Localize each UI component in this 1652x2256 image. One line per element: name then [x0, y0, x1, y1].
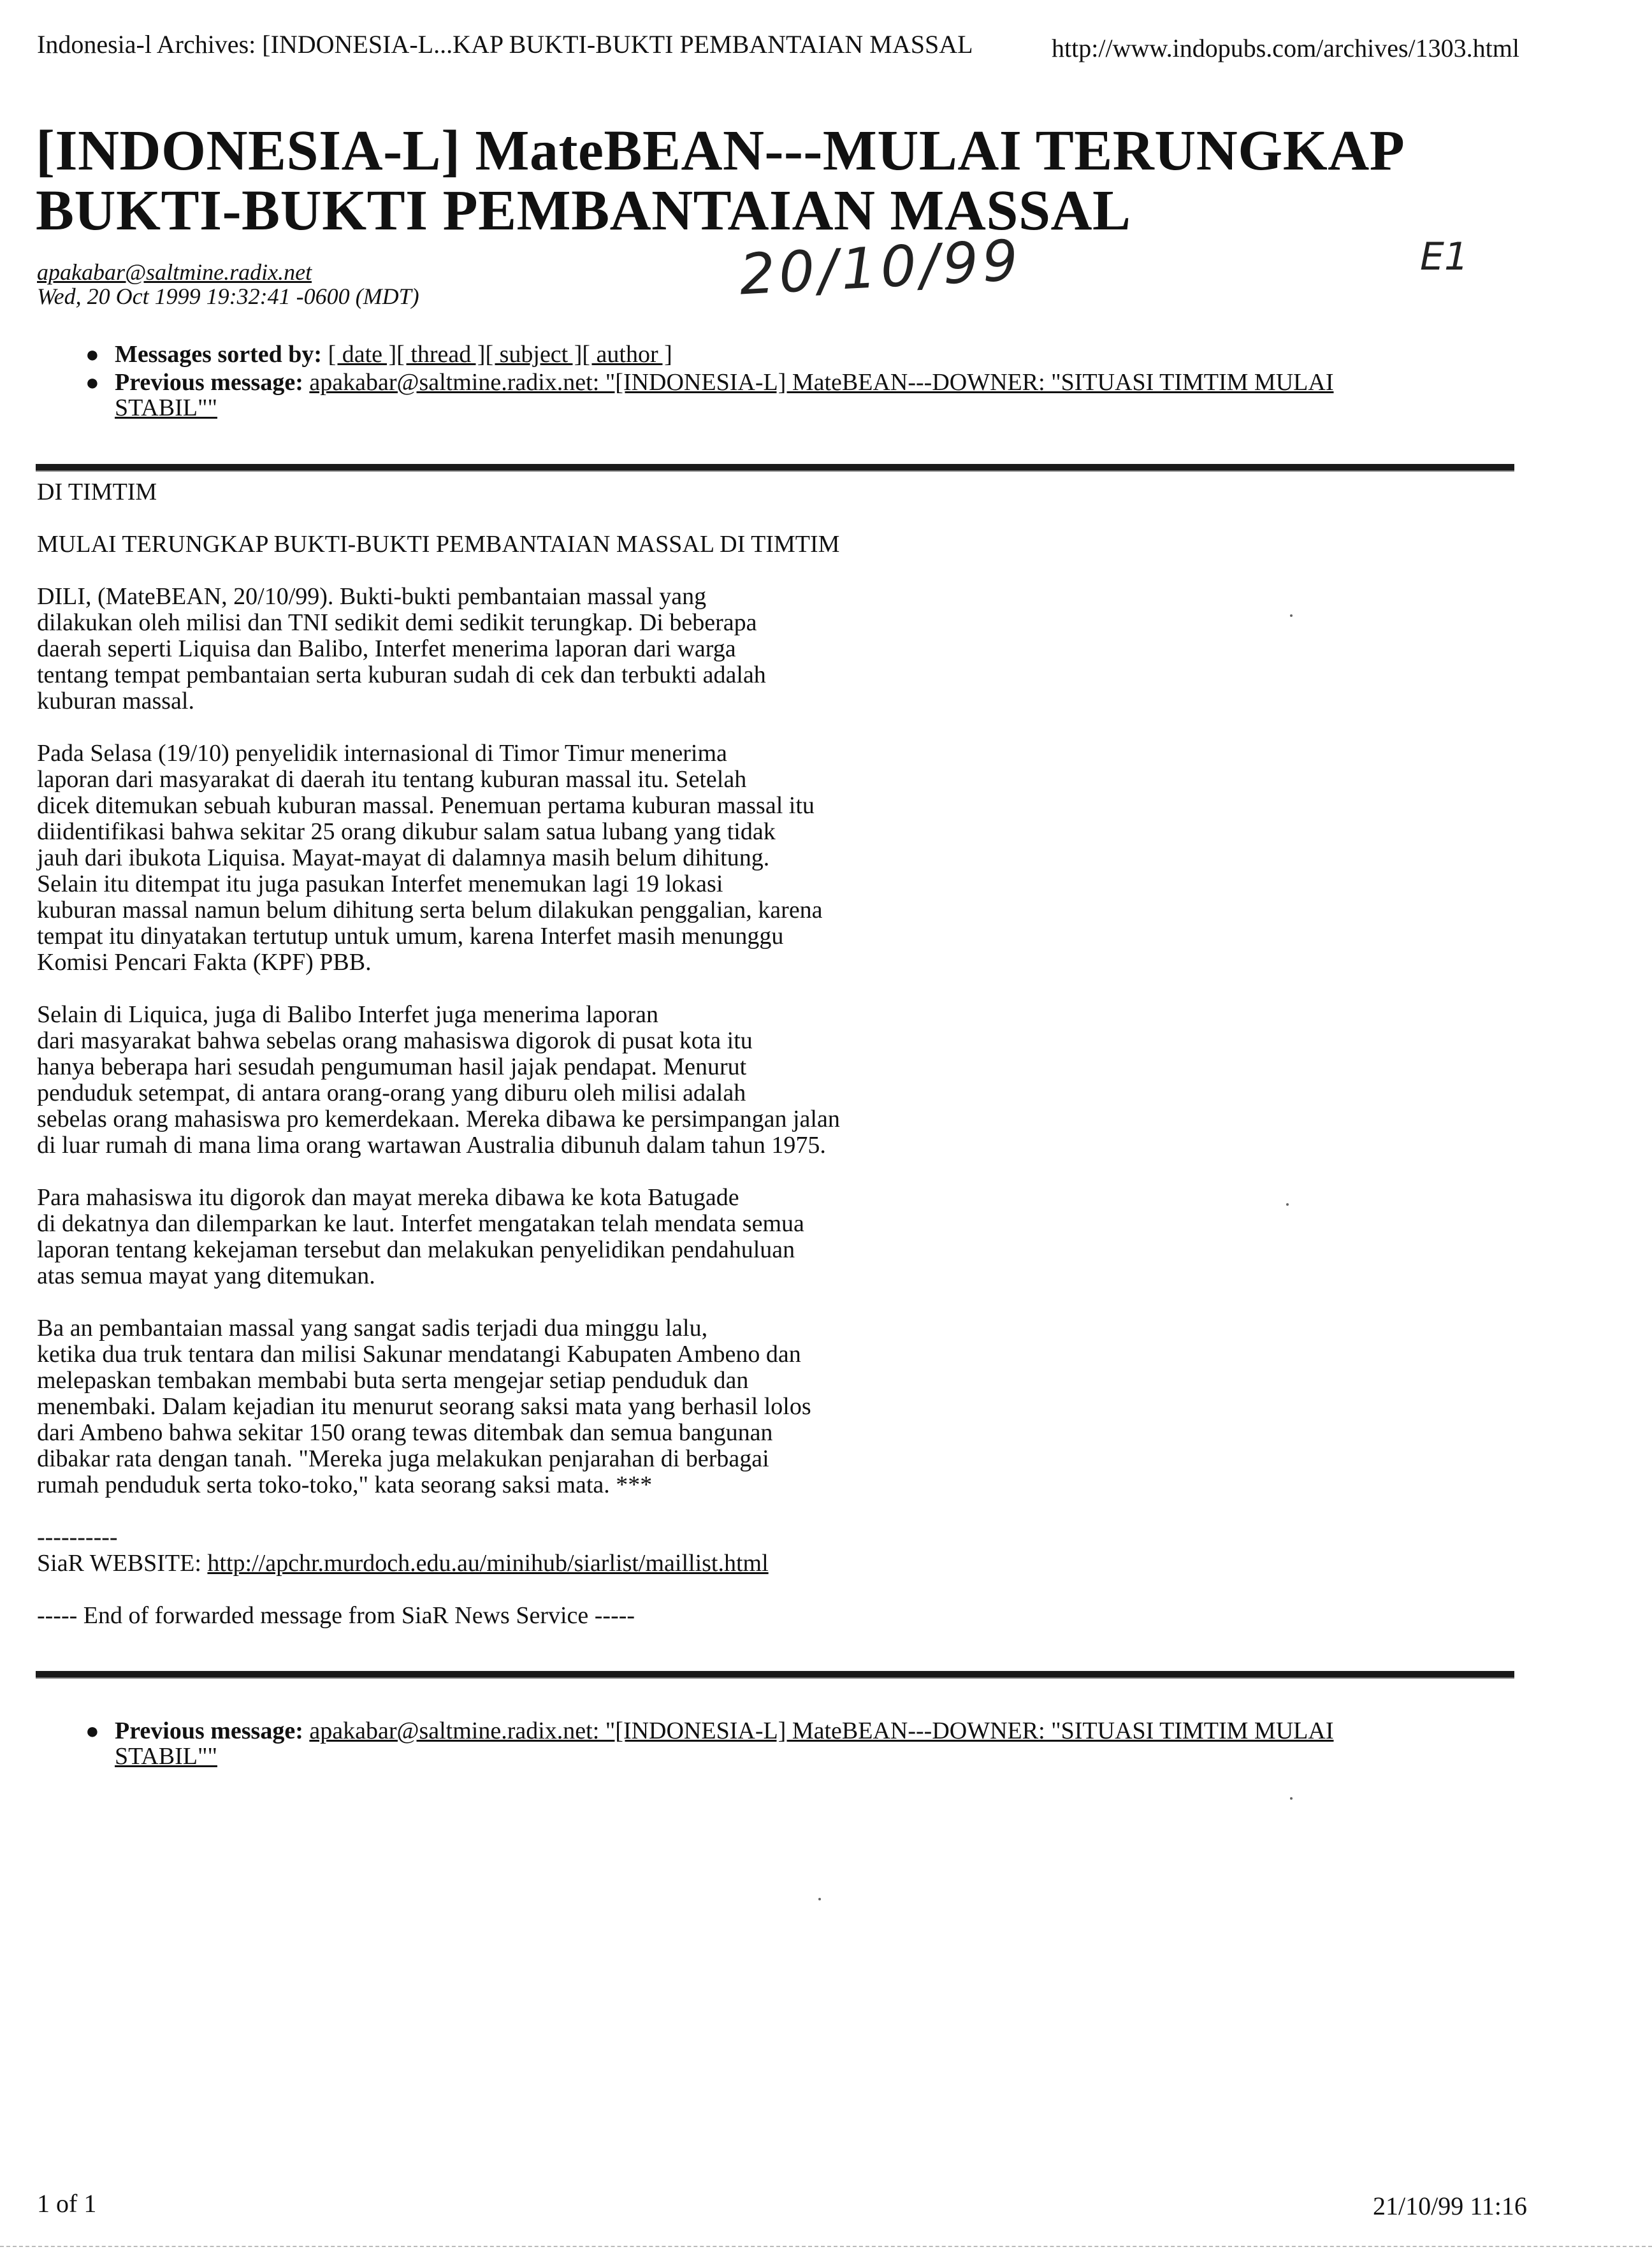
scan-edge — [0, 2246, 1652, 2249]
previous-link-line-1: apakabar@saltmine.radix.net: "[INDONESIA-L] MateBEAN---DOWNER: "SITUASI TIMTIM MULAI — [309, 369, 1334, 396]
scan-speck — [1290, 1797, 1293, 1800]
paragraph-2: Pada Selasa (19/10) penyelidik internasional di Timor Timur menerima laporan dari masyarakat di daerah itu tentang kuburan massal itu. Setelah dicek ditemukan sebuah kuburan massal. Penemuan pertama kuburan massal itu diidentifikasi bahwa sekitar 25 orang dikubur salam satua lubang yang tidak jauh dari ibukota Liquisa. Mayat-mayat di dalamnya masih belum dihitung. Selain itu ditempat itu juga pasukan Interfet menemukan lagi 19 lokasi kuburan massal namun belum dihitung serta belum dilakukan penggalian, karena tempat itu dinyatakan tertutup untuk umum, karena Interfet masih menunggu Komisi Pencari Fakta (KPF) PBB. — [37, 740, 823, 976]
author-email-link[interactable]: apakabar@saltmine.radix.net — [37, 259, 312, 285]
scan-speck — [1290, 614, 1293, 617]
previous-link-line-1: apakabar@saltmine.radix.net: "[INDONESIA-L] MateBEAN---DOWNER: "SITUASI TIMTIM MULAI — [309, 1717, 1334, 1744]
previous-message-item-bottom — [76, 1718, 1333, 1769]
paragraph-5: Ba an pembantaian massal yang sangat sadis terjadi dua minggu lalu, ketika dua truk tentara dan milisi Sakunar mendatangi Kabupaten Ambeno dan melepaskan tembakan membabi buta serta mengejar setiap penduduk dan menembaki. Dalam kejadian itu menurut seorang saksi mata yang berhasil lolos dari Ambeno bahwa sekitar 150 orang tewas ditembak dan semua bangunan dibakar rata dengan tanah. "Mereka juga melakukan penjarahan di berbagai rumah penduduk serta toko-toko," kata seorang saksi mata. *** — [37, 1315, 811, 1498]
message-date: Wed, 20 Oct 1999 19:32:41 -0600 (MDT) — [37, 284, 419, 309]
separator-line: ---------- — [37, 1524, 118, 1551]
siar-website — [37, 1551, 1503, 1577]
sort-by-thread-link[interactable]: [ thread ] — [396, 341, 486, 368]
print-timestamp: 21/10/99 11:16 — [1373, 2192, 1527, 2220]
handwritten-code: E1 — [1420, 235, 1469, 279]
section-label: DI TIMTIM — [37, 479, 157, 505]
previous-link-line-2: STABIL"" — [115, 394, 217, 421]
scan-speck — [818, 1898, 821, 1900]
page-title — [36, 121, 1405, 241]
print-header-url: http://www.indopubs.com/archives/1303.html — [1052, 34, 1520, 62]
sort-by-author-link[interactable]: [ author ] — [582, 341, 672, 368]
bottom-navigation — [76, 1718, 1333, 1772]
paragraph-1: DILI, (MateBEAN, 20/10/99). Bukti-bukti pembantaian massal yang dilakukan oleh milisi dan TNI sedikit demi sedikit terungkap. Di beberapa daerah seperti Liquisa dan Balibo, Interfet menerima laporan dari warga tentang tempat pembantaian serta kuburan sudah di cek dan terbukti adalah kuburan massal. — [37, 583, 766, 714]
title-line-2: BUKTI-BUKTI PEMBANTAIAN MASSAL — [36, 179, 1131, 242]
sort-links-item — [76, 342, 1333, 367]
end-note: ----- End of forwarded message from SiaR News Service ----- — [37, 1602, 635, 1629]
siar-label: SiaR WEBSITE: — [37, 1550, 201, 1577]
previous-message-label: Previous message: — [115, 369, 303, 396]
sort-by-subject-link[interactable]: [ subject ] — [485, 341, 583, 368]
sort-by-date-link[interactable]: [ date ] — [328, 341, 397, 368]
bullet-icon: ● — [85, 342, 99, 367]
page-number: 1 of 1 — [37, 2189, 97, 2218]
print-header-title: Indonesia-l Archives: [INDONESIA-L...KAP BUKTI-BUKTI PEMBANTAIAN MASSAL — [37, 30, 973, 59]
bullet-icon: ● — [85, 1718, 99, 1744]
previous-message-item — [76, 370, 1333, 421]
top-navigation — [76, 342, 1333, 423]
article-headline: MULAI TERUNGKAP BUKTI-BUKTI PEMBANTAIAN MASSAL DI TIMTIM — [37, 531, 840, 558]
title-line-1: [INDONESIA-L] MateBEAN---MULAI TERUNGKAP — [36, 119, 1405, 182]
handwritten-date: 20/10/99 — [737, 227, 1024, 308]
paragraph-3: Selain di Liquica, juga di Balibo Interfet juga menerima laporan dari masyarakat bahwa sebelas orang mahasiswa digorok di pusat kota itu hanya beberapa hari sesudah pengumuman hasil jajak pendapat. Menurut penduduk setempat, di antara orang-orang yang diburu oleh milisi adalah sebelas orang mahasiswa pro kemerdekaan. Mereka dibawa ke persimpangan jalan di luar rumah di mana lima orang wartawan Australia dibunuh dalam tahun 1975. — [37, 1001, 840, 1159]
previous-message-label: Previous message: — [115, 1717, 303, 1744]
top-divider — [36, 464, 1514, 472]
bullet-icon: ● — [85, 370, 99, 395]
bottom-divider — [36, 1671, 1514, 1679]
message-meta — [37, 260, 419, 308]
message-body — [37, 479, 1503, 1655]
siar-website-link[interactable]: http://apchr.murdoch.edu.au/minihub/siarlist/maillist.html — [207, 1550, 769, 1577]
paragraph-4: Para mahasiswa itu digorok dan mayat mereka dibawa ke kota Batugade di dekatnya dan dilemparkan ke laut. Interfet mengatakan telah mendata semua laporan tentang kekejaman tersebut dan melakukan penyelidikan pendahuluan atas semua mayat yang ditemukan. — [37, 1184, 804, 1289]
previous-link-line-2: STABIL"" — [115, 1743, 217, 1770]
scan-speck — [1286, 1203, 1289, 1206]
sorted-by-label: Messages sorted by: — [115, 341, 322, 368]
